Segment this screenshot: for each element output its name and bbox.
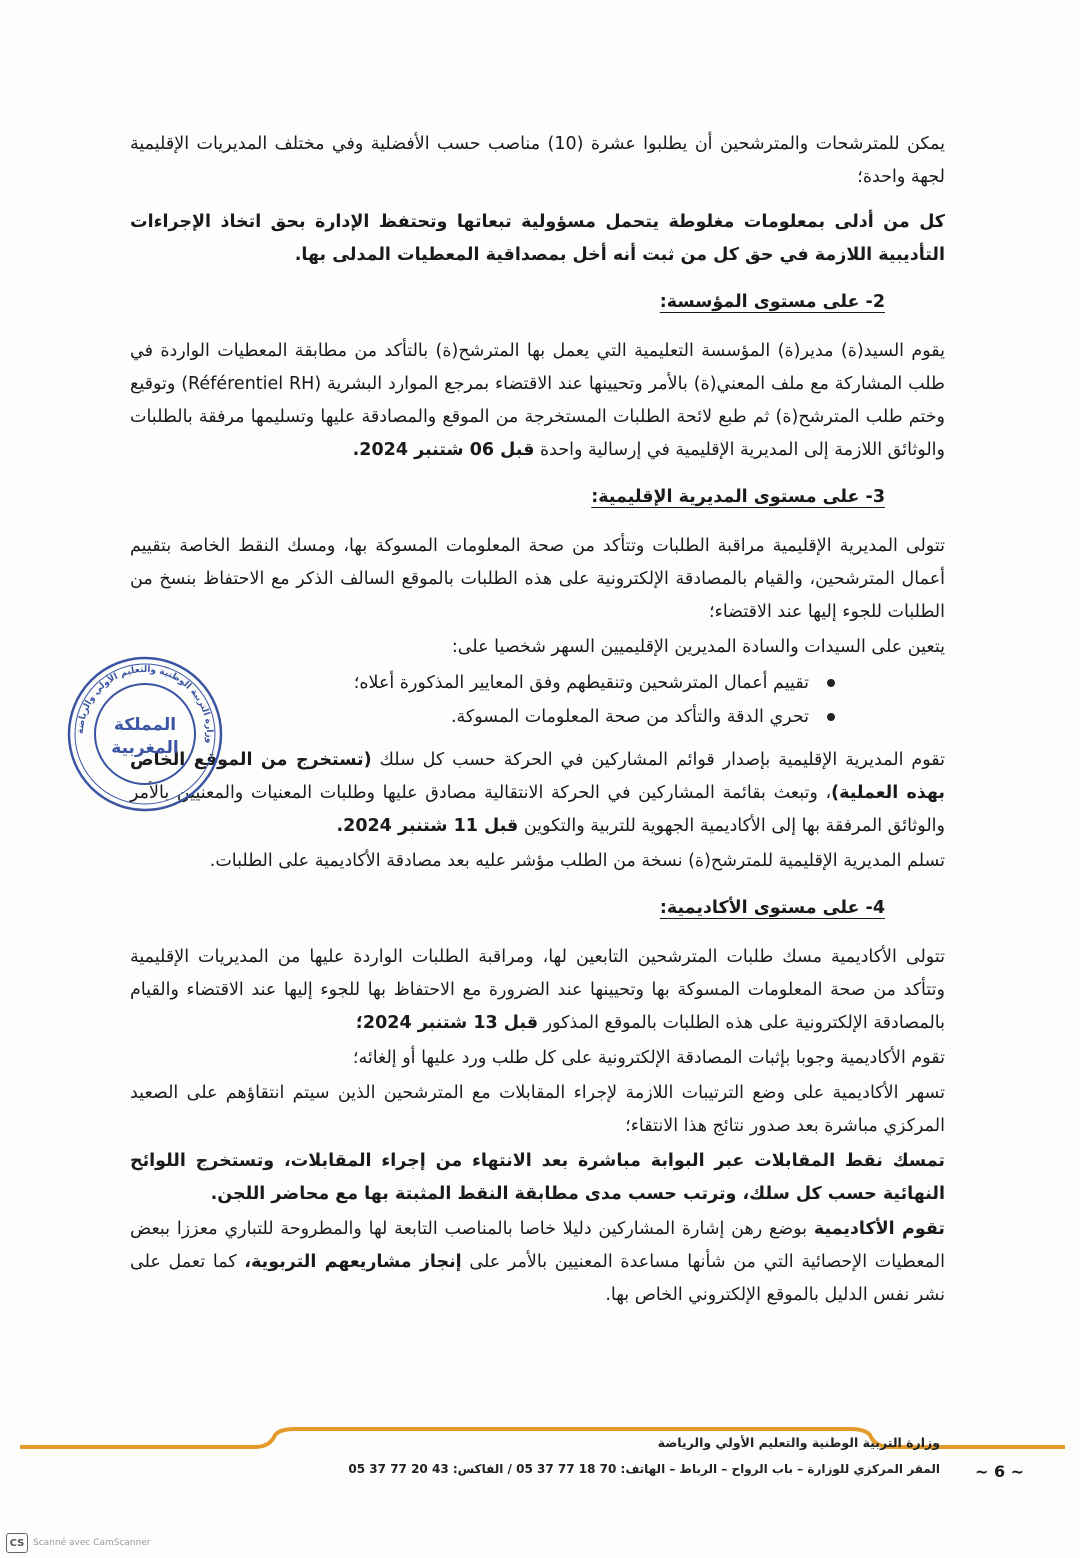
svg-text:وزارة التربية الوطنية والتعليم: وزارة التربية الوطنية والتعليم الأولي والرياضة bbox=[75, 664, 215, 744]
paragraph-false-info-warning: كل من أدلى بمعلومات مغلوطة يتحمل مسؤولية تبعاتها وتحتفظ الإدارة بحق اتخاذ الإجراءات التأديبية اللازمة في حق كل من ثبت أنه أخل بمصداقية المعطيات المدلى بها. bbox=[130, 212, 945, 265]
camscanner-logo-icon: CS bbox=[6, 1533, 28, 1553]
section-2-deadline: قبل 06 شتنبر 2024. bbox=[352, 440, 535, 460]
list-item bbox=[130, 666, 835, 700]
section-2-paragraph bbox=[130, 335, 945, 467]
bullet-text: تحري الدقة والتأكد من صحة المعلومات المسوكة. bbox=[450, 707, 809, 727]
page-number: ~ 6 ~ bbox=[975, 1462, 1025, 1481]
section-3-p3-mid: ، وتبعث بقائمة المشاركين في الحركة الانتقالية مصادق عليها وطلبات المعنيات والمعنيين بالأمر والوثائق المرفقة بها إلى الأكاديمية الجهوية للتربية والتكوين bbox=[130, 783, 945, 836]
section-4-p5-lead: تقوم الأكاديمية bbox=[813, 1219, 945, 1239]
official-seal-icon bbox=[66, 655, 224, 813]
section-3-p3-bold: (تستخرج من الموقع الخاص بهذه العملية) bbox=[130, 750, 946, 803]
bullet-text: تقييم أعمال المترشحين وتنقيطهم وفق المعايير المذكورة أعلاه؛ bbox=[353, 673, 809, 693]
scanner-label: Scanné avec CamScanner bbox=[33, 1538, 151, 1548]
page-footer bbox=[290, 1430, 940, 1482]
section-4-paragraph-3: تسهر الأكاديمية على وضع الترتيبات اللازمة لإجراء المقابلات مع المترشحين الذين سيتم انتقاؤهم على الصعيد المركزي مباشرة بعد صدور نتائج هذا الانتقاء؛ bbox=[130, 1083, 945, 1136]
section-4-p5-text: بوضع رهن إشارة المشاركين دليلا خاصا بالمناصب التابعة لها والمطروحة للتباري معززا ببعض المعطيات الإحصائية التي من شأنها مساعدة المعنيين بالأمر على bbox=[130, 1219, 945, 1272]
section-3-bullet-list bbox=[130, 666, 945, 734]
section-4-deadline: قبل 13 شتنبر 2024؛ bbox=[355, 1013, 539, 1033]
list-item bbox=[130, 700, 835, 734]
footer-ministry-name: وزارة التربية الوطنية والتعليم الأولي والرياضة bbox=[657, 1435, 940, 1450]
section-3-paragraph-1: تتولى المديرية الإقليمية مراقبة الطلبات وتتأكد من صحة المعلومات المسوكة بها، ومسك النقط الخاصة بتقييم أعمال المترشحين، والقيام بالمصادقة الإلكترونية على هذه الطلبات بالموقع السالف الذكر مع الاحتفاظ بنسخ من الطلبات للجوء إليها عند الاقتضاء؛ bbox=[130, 536, 945, 622]
section-3-paragraph-3 bbox=[130, 744, 945, 843]
section-4-p5-bold: إنجاز مشاريعهم التربوية، bbox=[244, 1252, 462, 1272]
section-3-deadline: قبل 11 شتنبر 2024. bbox=[336, 816, 519, 836]
section-4-paragraph-4: تمسك نقط المقابلات عبر البوابة مباشرة بعد الانتهاء من إجراء المقابلات، وتستخرج اللوائح النهائية حسب كل سلك، وترتب حسب مدى مطابقة النقط المثبتة بها مع محاضر اللجن. bbox=[130, 1151, 945, 1204]
paragraph-multiple-posts: يمكن للمترشحات والمترشحين أن يطلبوا عشرة (10) مناصب حسب الأفضلية وفي مختلف المديريات الإقليمية لجهة واحدة؛ bbox=[130, 134, 945, 187]
section-4-p5-end: كما تعمل على نشر نفس الدليل بالموقع الإلكتروني الخاص بها. bbox=[130, 1252, 945, 1305]
seal-text-line1: المملكة bbox=[113, 715, 177, 735]
section-3-paragraph-4: تسلم المديرية الإقليمية للمترشح(ة) نسخة من الطلب مؤشر عليه بعد مصادقة الأكاديمية على الطلبات. bbox=[209, 851, 945, 871]
section-4-paragraph-5 bbox=[130, 1213, 945, 1312]
bullet-icon bbox=[827, 679, 835, 687]
section-3-p3-start: تقوم المديرية الإقليمية بإصدار قوائم المشاركين في الحركة حسب كل سلك bbox=[379, 750, 945, 770]
section-4-paragraph-2: تقوم الأكاديمية وجوبا بإثبات المصادقة الإلكترونية على كل طلب ورد عليها أو إلغائه؛ bbox=[352, 1048, 945, 1068]
section-4-p1-text: تتولى الأكاديمية مسك طلبات المترشحين التابعين لها، ومراقبة الطلبات الواردة عليها من المديريات الإقليمية وتتأكد من صحة المعلومات المسوكة بها وتحيينها عند الضرورة مع الاحتفاظ بها للجوء إليها عند الاقتضاء والقيام بالمصادقة الإلكترونية على هذه الطلبات بالموقع المذكور bbox=[130, 947, 945, 1033]
section-4-paragraph-1 bbox=[130, 941, 945, 1040]
document-body bbox=[130, 128, 945, 1324]
seal-text-line2: المغربية bbox=[111, 738, 179, 758]
section-4-heading: 4- على مستوى الأكاديمية: bbox=[659, 898, 885, 918]
section-2-heading: 2- على مستوى المؤسسة: bbox=[659, 292, 885, 312]
section-3-paragraph-2: يتعين على السيدات والسادة المديرين الإقليميين السهر شخصيا على: bbox=[451, 637, 945, 657]
bullet-icon bbox=[827, 713, 835, 721]
footer-address: المقر المركزي للوزارة – باب الرواح – الرباط – الهاتف: 70 18 77 37 05 / الفاكس: 43 20 77 37 05 bbox=[348, 1462, 940, 1476]
section-3-heading: 3- على مستوى المديرية الإقليمية: bbox=[591, 487, 885, 507]
scanner-watermark bbox=[6, 1533, 151, 1553]
section-2-text: يقوم السيد(ة) مدير(ة) المؤسسة التعليمية التي يعمل بها المترشح(ة) بالتأكد من مطابقة المعطيات الواردة في طلب المشاركة مع ملف المعني(ة) بالأمر وتحيينها عند الاقتضاء بمرجع الموارد البشرية (Référentiel RH) وتوقيع وختم طلب المترشح(ة) ثم طبع لائحة الطلبات المستخرجة من الموقع والمصادقة عليها وتسليمها مرفقة بالطلبات والوثائق اللازمة إلى المديرية الإقليمية في إرسالية واحدة bbox=[130, 341, 945, 460]
